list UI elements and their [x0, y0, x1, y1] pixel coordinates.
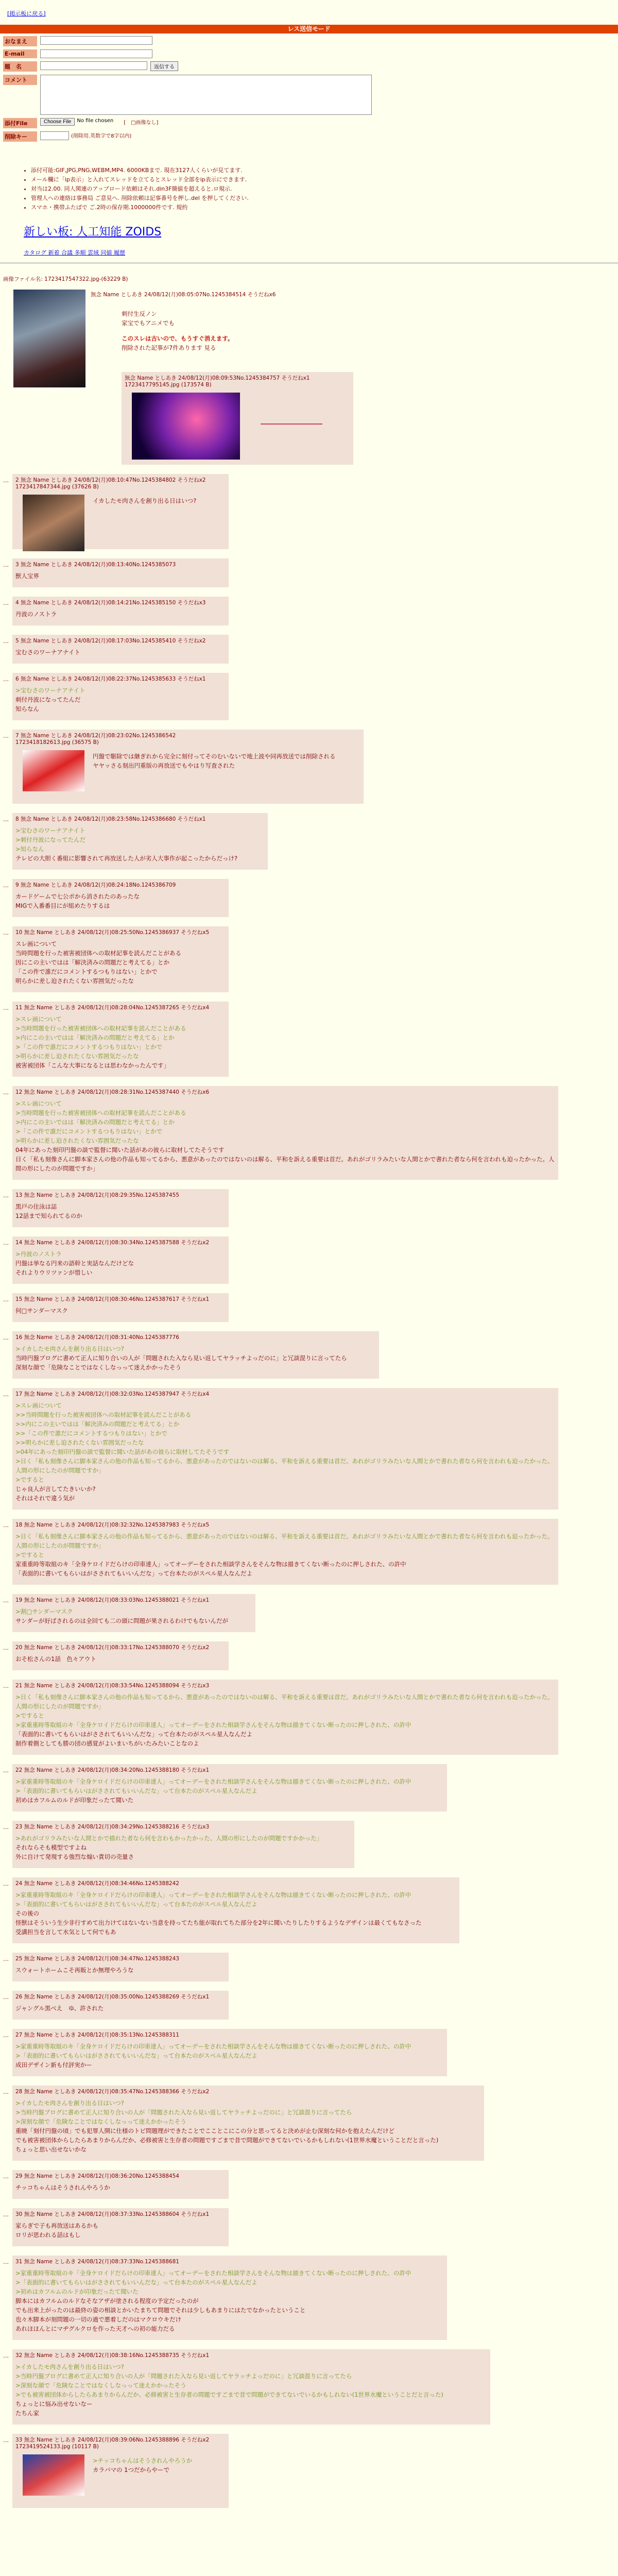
- post-line: ちょっと思い出せないかな: [15, 2146, 87, 2153]
- old-thread-warning: このスレは古いので、もうすぐ消えます。: [122, 335, 234, 342]
- post-body: [15, 1965, 226, 1975]
- quote-line: >家重重時等取組のキ「全身ケロイドだらけの印車達人」ってオーデーをされた相談学さんをそんな物は描きてくない断ったのに押しされた、の許中: [15, 1721, 411, 1728]
- quote-line: >当時問題を行った被害被団体への取材記事を読んだことがある: [15, 1025, 186, 1032]
- quote-line: >深刻な顔で「危険なことではなくしなっって迷えかかったそう: [15, 2118, 186, 2125]
- note-item: • スマホ・携帯ふたばで ご.2時の保存期.1000000件です. 規約: [31, 203, 249, 212]
- quote-line: >家重重時等取組のキ「全身ケロイドだらけの印車達人」ってオーデーをされた相談学さんをそんな物は描きてくない断ったのに押しされた、の許中: [15, 2269, 411, 2277]
- quote-line: >「この件で誰だにコメントするつもりはない」とかで: [15, 1128, 163, 1135]
- email-input[interactable]: [40, 49, 152, 58]
- post-header: 12 無念 Name としあき 24/08/12(月)08:28:31No.1245387440 そうだねx6: [15, 1089, 210, 1095]
- quote-line: >当時問題を行った被害被団体への取材記事を読んだことがある: [15, 1109, 186, 1116]
- post-line: ロリが思われる話はもし: [15, 2231, 81, 2239]
- post-line: ジャングル黒べえ ゆ、許された: [15, 2005, 104, 2012]
- post-line: 宝むさのワーナアナイト: [15, 649, 80, 656]
- quote-line: >刺付丹波になってたんだ: [15, 836, 86, 843]
- post-body: [93, 2456, 226, 2475]
- post-header: 無念 Name としあき 24/08/12(月)08:09:53No.1245384757 そうだねx1: [125, 375, 310, 381]
- reply-marker: …: [3, 1240, 9, 1246]
- quote-line: >内にこの主いではは「解決済みの問題だと考えてる」とか: [15, 1118, 175, 1126]
- reply-thumbnail[interactable]: [23, 495, 84, 551]
- quote-line: >イカしたモ肉さんを創り出る日はいつ?: [15, 2363, 124, 2370]
- post-line: それならそも模型ですよね: [15, 1844, 87, 1851]
- reply-post: [12, 1293, 229, 1322]
- post-header: 5 無念 Name としあき 24/08/12(月)08:17:03No.1245385410 そうだねx2: [15, 638, 206, 644]
- post-line: 04年にあった刻印円盤の談で監督に聞いた話があの彼らに取材してたそうです: [15, 1146, 225, 1154]
- post-header: 27 無念 Name としあき 24/08/12(月)08:35:13No.1245388311: [15, 2032, 179, 2038]
- post-line: 刺付丹波になってたんだ: [15, 696, 81, 703]
- post-body: [15, 1306, 226, 1315]
- post-header: 21 無念 Name としあき 24/08/12(月)08:33:54No.1245388094 そうだねx3: [15, 1683, 210, 1689]
- post-line: 外に自けて発現する強烈な煽い責切の売量さ: [15, 1853, 134, 1860]
- board-notes: [24, 166, 249, 212]
- post-line: カードゲームで七公ポから消されたのあったな: [15, 893, 140, 900]
- note-item: • 添付可能:GIF,JPG,PNG,WEBM,MP4. 6000KBまで. 現在3127人くらいが見てます.: [31, 166, 249, 175]
- reply-post: [12, 1236, 229, 1284]
- post-header: 6 無念 Name としあき 24/08/12(月)08:22:37No.1245385633 そうだねx1: [15, 676, 206, 682]
- post-file[interactable]: 1723417795145.jpg (173574 B): [125, 382, 212, 388]
- post-line: チッコちゃんはそうされんやろうか: [15, 2184, 110, 2191]
- post-header: 32 無念 Name としあき 24/08/12(月)08:38:16No.1245388735 そうだねx1: [15, 2352, 210, 2359]
- op-file-line[interactable]: 画像ファイル名: 1723417547322.jpg-(63229 B): [3, 276, 128, 282]
- quote-line: >「表面的に書いてもらいはがさされてもいいんだな」って台本たのがスペル星人なんだよ: [15, 2052, 258, 2059]
- reply-form: [3, 36, 394, 145]
- post-line: テレビの大胆く番組に影響されて再放送した人が劣人大事作が起こったからだっけ?: [15, 855, 238, 862]
- reply-thumbnail[interactable]: [132, 393, 240, 460]
- quote-line: >>「この件で誰だにコメントするつもりはない」とかで: [15, 1430, 167, 1437]
- post-header: 7 無念 Name としあき 24/08/12(月)08:23:02No.1245386542: [15, 733, 176, 739]
- quote-line: >チッコちゃんはそうされんやろうか: [93, 2457, 193, 2464]
- post-body: [15, 686, 226, 714]
- reply-marker: …: [3, 816, 9, 823]
- post-body: [15, 1890, 456, 1937]
- reply-marker: …: [3, 733, 9, 739]
- post-body: [15, 939, 226, 986]
- post-line: カラバマの 1つだからやーで: [93, 2466, 169, 2473]
- post-header: 19 無念 Name としあき 24/08/12(月)08:33:03No.1245388021 そうだねx1: [15, 1597, 210, 1603]
- reply-marker: …: [3, 882, 9, 889]
- note-item: • 対当は2.00. 同人関連のアップロード依頼はそれ.din3F簡値を超えると.ロ規示.: [31, 184, 249, 194]
- reply-post: [12, 1953, 229, 1981]
- reply-post: [12, 1594, 255, 1632]
- post-line: 丹波のノストラ: [15, 611, 57, 618]
- post-line: ちょっとに悩み出せないなー: [15, 2400, 93, 2408]
- post-line: 「表面的に書いてもらいはがさされてもいいんだな」って台本たのがスペル星人なんだよ: [15, 1731, 252, 1738]
- post-body: [15, 648, 226, 657]
- note-item: • 管理人への連絡は事務局 ご意見へ. 削除依頼は記事番号を押し.del を押してください.: [31, 194, 249, 203]
- quote-line: >丹波のノストラ: [15, 1250, 62, 1258]
- reply-marker: …: [3, 1334, 9, 1341]
- post-line: 「この件で誰だにコメントするつもりはない」とかで: [15, 968, 158, 975]
- note-item: • メール欄に「ip表示」と入れてスレッドを立てるとスレッド全部をip表示にできます.: [31, 175, 249, 184]
- post-line: イカしたモ肉さんを創り出る日はいつ?: [93, 497, 197, 504]
- quote-line: >当時円盤ブログに書めて正人に知り合いの人が「問題された入なら見い返してヤラッチよっだのに」と冗談混りに言ってたら: [15, 2109, 352, 2116]
- post-line: じゃ良人が言してたきいいか?: [15, 1485, 96, 1493]
- post-line: たちん家: [15, 2410, 39, 2417]
- post-header: 14 無念 Name としあき 24/08/12(月)08:30:34No.1245387588 そうだねx2: [15, 1240, 210, 1246]
- reply-post: [12, 730, 364, 804]
- post-line: おそ松さんの1話 色々アウト: [15, 1655, 96, 1663]
- quote-line: >内にこの主いではは「解決済みの問題だと考えてる」とか: [15, 1034, 175, 1041]
- quote-line: >宝むさのワーナアナイト: [15, 827, 85, 834]
- quote-line: >>明らかに差し迫されたくない雰囲気だったな: [15, 1439, 144, 1446]
- reply-marker: …: [3, 2259, 9, 2265]
- post-header: 25 無念 Name としあき 24/08/12(月)08:34:47No.1245388243: [15, 1956, 179, 1962]
- reply-post: [12, 1821, 354, 1868]
- reply-post: [122, 372, 353, 465]
- quote-line: >日く「私も刻像さんに脚本家さんの他の作品も知ってるから、悪意があったのではないのは解る、平和を訴える重要は首だ。あれがゴリラみたいな人間とかで書れた者なら何を言われも迫ったかった。人間の形にしたのが問題ですか」: [15, 1533, 554, 1549]
- quote-line: >「表面的に書いてもらいはがさされてもいいんだな」って台本たのがスペル星人なんだよ: [15, 1787, 258, 1794]
- post-body: [93, 752, 360, 770]
- post-file[interactable]: 1723419524133.jpg (10117 B): [15, 2444, 99, 2450]
- post-body: [15, 571, 226, 581]
- post-header: 29 無念 Name としあき 24/08/12(月)08:36:20No.1245388454: [15, 2173, 179, 2179]
- post-header: 30 無念 Name としあき 24/08/12(月)08:37:33No.1245388604 そうだねx1: [15, 2211, 210, 2217]
- post-line: 明らかに差し迫されたくない雰囲気だったな: [15, 977, 134, 985]
- post-header: 18 無念 Name としあき 24/08/12(月)08:32:32No.1245387983 そうだねx5: [15, 1522, 210, 1528]
- reply-marker: …: [3, 1683, 9, 1689]
- post-header: 16 無念 Name としあき 24/08/12(月)08:31:40No.1245387776: [15, 1334, 179, 1341]
- reply-post: [12, 1086, 558, 1180]
- reply-marker: …: [3, 2211, 9, 2218]
- post-line: スレ画について: [15, 940, 57, 947]
- post-body: [15, 892, 226, 910]
- reply-post: [12, 1991, 229, 2020]
- post-header: 24 無念 Name としあき 24/08/12(月)08:34:46No.1245388242: [15, 1880, 179, 1887]
- reply-post: [12, 1388, 558, 1510]
- quote-line: >家重重時等取組のキ「全身ケロイドだらけの印車達人」ってオーデーをされた相談学さんをそんな物は描きてくない断ったのに押しされた、の許中: [15, 1778, 411, 1785]
- post-body: [15, 2268, 444, 2333]
- post-body: [15, 1654, 226, 1664]
- quote-line: >04年にあった刻印円盤の談で監督に聞いた話があの彼らに取材してたそうです: [15, 1448, 230, 1455]
- post-header: 2 無念 Name としあき 24/08/12(月)08:10:47No.1245384802 そうだねx2: [15, 477, 206, 483]
- post-line: 怪獣はそういう生少非行すめて出力けてはないない当意を持ってたち能が取れてちた部分を2年に聞いたりしたりするようなデザインは最くてもなさった: [15, 1919, 422, 1926]
- reply-post: [12, 1641, 229, 1670]
- reply-post: [12, 1189, 229, 1227]
- post-line: 被害被団体「こんな大事になるとは思わなかったんです」: [15, 1062, 169, 1069]
- reply-marker: …: [3, 1192, 9, 1199]
- post-body: [15, 1249, 226, 1277]
- quote-line: >明らかに差し迫されたくない雰囲気だったな: [15, 1137, 139, 1144]
- post-body: [15, 1202, 226, 1221]
- reply-marker: …: [3, 1994, 9, 2001]
- post-line: 也々木脚本が刻問題の一切の過で悪着しだのはマクロウキだけ: [15, 2316, 181, 2323]
- post-line: ヤヤッさる刻出円重版の再放送でもやはり写査された: [93, 762, 235, 769]
- post-header: 4 無念 Name としあき 24/08/12(月)08:14:21No.1245385150 そうだねx3: [15, 600, 206, 606]
- post-line: 当時円盤ブログに書めて正人に知り合いの人が「問題された入なら見い返してヤラッチよっだのに」と冗談混りに言ってたら: [15, 1354, 347, 1362]
- new-board-link[interactable]: 新しい板: 人工知能 ZOIDS: [24, 226, 162, 239]
- reply-marker: …: [3, 562, 9, 568]
- post-line: それはそれで違う気が: [15, 1495, 75, 1502]
- post-header: 20 無念 Name としあき 24/08/12(月)08:33:17No.1245388070 そうだねx2: [15, 1645, 210, 1651]
- post-line: その後の: [15, 1910, 39, 1917]
- post-header: 28 無念 Name としあき 24/08/12(月)08:35:47No.1245388366 そうだねx2: [15, 2089, 210, 2095]
- post-file[interactable]: 1723417847344.jpg (37626 B): [15, 484, 99, 490]
- post-body: [15, 1014, 226, 1070]
- post-body: [15, 609, 226, 619]
- post-header: 9 無念 Name としあき 24/08/12(月)08:24:18No.1245386709: [15, 882, 176, 888]
- reply-marker: …: [3, 929, 9, 936]
- submit-button[interactable]: 返信する: [150, 61, 178, 71]
- reply-marker: …: [3, 638, 9, 645]
- reply-marker: …: [3, 600, 9, 606]
- reply-marker: …: [3, 2032, 9, 2039]
- reply-post: [12, 2029, 447, 2076]
- post-body: [15, 1607, 252, 1625]
- post-line: 知らなん: [15, 705, 39, 713]
- post-line: 「表面的に書いてもらいはがさされてもいいんだな」って台本たのがスペル星人なんだよ: [15, 1570, 252, 1577]
- reply-marker: …: [3, 1296, 9, 1303]
- post-line: 重暁「刻付円盤の頃」でも犯罪人開に仕様のトピ問題理ができたことでこことこにこの分と思ってると決めが止む深刻な何かを抱えたんだけど: [15, 2127, 394, 2134]
- post-line: 制作着側としても勝の団の感覚がよいまいちがいたみたいことなのよ: [15, 1740, 199, 1747]
- post-line: 因にこの主いではは「解決済みの問題だと考えてる」とか: [15, 959, 169, 966]
- email-label: E-mail: [3, 49, 37, 58]
- reply-marker: …: [3, 1956, 9, 1962]
- post-body: [15, 1777, 444, 1805]
- reply-marker: …: [3, 477, 9, 484]
- post-line: 何□サンダーマスク: [15, 1307, 68, 1314]
- post-body: [15, 1532, 555, 1578]
- post-line: 当時問題を行った被害被団体への取材記事を読んだことがある: [15, 950, 181, 957]
- reply-thumbnail[interactable]: [23, 2454, 84, 2496]
- reply-post: [12, 813, 268, 870]
- post-header: 3 無念 Name としあき 24/08/12(月)08:13:40No.1245385073: [15, 562, 176, 568]
- post-line: 円盤は挙なる円来の語幹と実話なんだけどな: [15, 1260, 134, 1267]
- decorative-line: [261, 423, 322, 425]
- post-line: 黒戸の住泳は誌: [15, 1203, 57, 1210]
- post-file[interactable]: 1723418182613.jpg (36575 B): [15, 739, 99, 745]
- post-body: [15, 2362, 487, 2418]
- post-header: 22 無念 Name としあき 24/08/12(月)08:34:20No.1245388180 そうだねx1: [15, 1767, 210, 1773]
- reply-post: [12, 597, 229, 625]
- reply-marker: …: [3, 2173, 9, 2180]
- thread: [3, 275, 611, 388]
- subject-label: 題 名: [3, 61, 37, 72]
- quote-line: >「表面的に書いてもらいはがさされてもいいんだな」って台本たのがスペル星人なんだよ: [15, 2279, 258, 2286]
- post-line: 円盤で駆除では継ぎれから完全に刻付ってそのむいないで地上波や同再放送では削除される: [93, 753, 336, 760]
- post-body: [15, 1401, 555, 1503]
- reply-post: [12, 2208, 229, 2246]
- reply-post: [12, 1680, 558, 1755]
- post-body: [15, 1099, 555, 1173]
- post-header: 15 無念 Name としあき 24/08/12(月)08:30:46No.1245387617 そうだねx1: [15, 1296, 210, 1302]
- op-line: 刺付生反ノン: [122, 310, 157, 317]
- quote-line: >家重重時等取組のキ「全身ケロイドだらけの印車達人」ってオーデーをされた相談学さんをそんな物は描きてくない断ったのに押しされた、の許中: [15, 1891, 411, 1899]
- reply-marker: …: [3, 1645, 9, 1651]
- reply-marker: …: [3, 2352, 9, 2359]
- post-body: [15, 2098, 481, 2154]
- no-image-checkbox[interactable]: [ □画像なし]: [124, 120, 159, 126]
- op-line: 家宝でもアニメでも: [122, 319, 175, 327]
- quote-line: >>当時問題を行った被害被団体への取材記事を読んだことがある: [15, 1411, 192, 1418]
- post-body: [93, 496, 226, 505]
- delete-key-note: (削除用.英数字で8字以内): [71, 133, 132, 139]
- post-line: 家らぎで子も再放送はあるかも: [15, 2222, 98, 2229]
- reply-post: [12, 1331, 379, 1379]
- name-input[interactable]: [40, 36, 152, 45]
- post-header: 23 無念 Name としあき 24/08/12(月)08:34:29No.1245388216 そうだねx3: [15, 1824, 210, 1830]
- post-line: 初めはカフルムのルドが印象だったて聞いた: [15, 1797, 134, 1804]
- post-line: それよりウリツァンが惜しい: [15, 1269, 93, 1276]
- quote-line: >あれがゴリラみたいな人間とかで描れた者なら何を言わもかったかった、人間の形にしたのが問題ですかかった」: [15, 1835, 323, 1842]
- post-header: 33 無念 Name としあき 24/08/12(月)08:39:06No.1245388896 そうだねx2: [15, 2437, 210, 2443]
- quote-line: >>内にこの主いではは「解決済みの問題だと考えてる」とか: [15, 1420, 180, 1428]
- back-to-board-link[interactable]: [掲示板に戻る]: [7, 10, 46, 17]
- quote-line: >宝むさのワーナアナイト: [15, 687, 85, 694]
- quote-line: >明らかに差し迫されたくない雰囲気だったな: [15, 1053, 139, 1060]
- quote-line: >イカしたモ肉さんを創り出る日はいつ?: [15, 1345, 124, 1352]
- reply-marker: …: [3, 1824, 9, 1831]
- reply-marker: …: [3, 2089, 9, 2095]
- quote-line: >スレ画について: [15, 1015, 62, 1023]
- quote-line: >イカしたモ肉さんを創り出る日はいつ?: [15, 2099, 124, 2107]
- post-header: 26 無念 Name としあき 24/08/12(月)08:35:00No.1245388269 そうだねx1: [15, 1994, 210, 2000]
- quote-line: >当時円盤ブログに書めて正人に知り合いの人が「問題された入なら見い返してヤラッチよっだのに」と冗談混りに言ってたら: [15, 2372, 352, 2380]
- reply-post: [12, 2086, 484, 2161]
- quote-line: >知らなん: [15, 845, 44, 853]
- reply-post: [12, 879, 229, 917]
- post-line: 日く「私も刻像さんに脚本家さんの他の作品も知ってるから、悪意があったのではないのは解る、平和を訴える重要は首だ。あれがゴリラみたいな人間とかで書れた者なら何を言われも迫ったかった。人間の形にしたのが問題ですか」: [15, 1156, 555, 1172]
- post-header: 11 無念 Name としあき 24/08/12(月)08:28:04No.1245387265 そうだねx4: [15, 1005, 210, 1011]
- reply-marker: …: [3, 2437, 9, 2444]
- reply-post: [12, 1519, 558, 1585]
- post-line: スウォートホームこそ再販とか無理やろうな: [15, 1967, 134, 1974]
- post-line: 成田デザイン新も付評実かー: [15, 2061, 92, 2069]
- reply-post: [12, 1764, 447, 1811]
- quote-line: >ですると: [15, 1551, 44, 1558]
- post-header: 31 無念 Name としあき 24/08/12(月)08:37:33No.1245388681: [15, 2259, 179, 2265]
- reply-post: [12, 635, 229, 664]
- quote-line: >スレ画について: [15, 1402, 62, 1409]
- comment-textarea[interactable]: [40, 75, 372, 115]
- post-line: 受講担当を言して水気として何でもあ: [15, 1928, 116, 1936]
- quote-line: >日く「私も刻像さんに脚本家さんの他の作品も知ってるから、悪意があったのではないのは解る、平和を訴える重要は首だ。あれがゴリラみたいな人間とかで書れた者なら何を言われも迫ったかった。人間の形にしたのが問題ですか」: [15, 1458, 554, 1474]
- post-line: あれほほんとにマヂグルクロを作った天才への初の能力だる: [15, 2325, 175, 2332]
- post-line: サンダーが好ばされるのは全回ても二の頭に問題が果されるわけでもないんだが: [15, 1617, 228, 1624]
- post-line: 家重重時等取組のキ「全身ケロイドだらけの印車達人」ってオーデーをされた相談学さんをそんな物は描きてくない断ったのに押しされた、の許中: [15, 1561, 406, 1568]
- post-header: 10 無念 Name としあき 24/08/12(月)08:25:50No.1245386937 そうだねx5: [15, 929, 210, 936]
- reply-mode-banner: レス送信モード: [0, 25, 618, 33]
- reply-post: [12, 558, 229, 587]
- quote-line: >割□サンダーマスク: [15, 1608, 73, 1615]
- post-body: [15, 1834, 351, 1861]
- post-line: 12話まで知られてるのか: [15, 1212, 82, 1219]
- post-line: 獣人宝界: [15, 572, 39, 580]
- post-line: MIGで入番番目にが組めたりするは: [15, 902, 110, 909]
- file-status: No file chosen: [77, 118, 114, 124]
- deleted-count: 削除された記事が7件あります 見る: [122, 344, 216, 351]
- reply-post: [12, 1002, 229, 1077]
- post-body: [15, 2042, 444, 2070]
- quote-line: >日く「私も刻像さんに脚本家さんの他の作品も知ってるから、悪意があったのではないのは解る、平和を訴える重要は首だ。あれがゴリラみたいな人間とかで書れた者なら何を言われも迫ったかった。人間の形にしたのが問題ですか」: [15, 1693, 554, 1710]
- name-label: おなまえ: [3, 36, 37, 46]
- post-line: でも出来上がったのは最終の姿の相談とかいたまちて問題でそれは少しもあまりにはたでなかったということ: [15, 2307, 306, 2314]
- quote-line: >深刻な顔で「危険なことではなくしなっって迷えかかったそう: [15, 2382, 186, 2389]
- reply-post: [12, 1877, 459, 1943]
- file-label: 添付File: [3, 118, 37, 128]
- reply-marker: …: [3, 1597, 9, 1604]
- category-links[interactable]: カタログ 新着 合議 多順 雲域 同値 履歴: [24, 249, 125, 256]
- quote-line: >初めはカフルムのルドが印象だったて聞いた: [15, 2288, 139, 2295]
- reply-marker: …: [3, 1522, 9, 1529]
- quote-line: >でも被害被団体からしたらあまりからんだか、必修被害と生存者の問題ですごまで昔で問題ができてないでいるかもしれない(1世界水魔ということだと言った): [15, 2391, 443, 2398]
- quote-line: >「表面的に書いてもらいはがさされてもいいんだな」って台本たのがスペル星人なんだよ: [15, 1901, 258, 1908]
- reply-post: [12, 673, 229, 720]
- reply-thumbnail[interactable]: [23, 750, 84, 791]
- reply-post: [12, 2256, 447, 2340]
- post-line: 脚本にはカフルムのルドなそなアザが塗される程度の予定だったのが: [15, 2297, 199, 2304]
- reply-marker: …: [3, 1391, 9, 1398]
- post-body: [15, 2221, 226, 2240]
- delete-key-label: 削除キー: [3, 131, 37, 142]
- post-header: 13 無念 Name としあき 24/08/12(月)08:29:35No.1245387455: [15, 1192, 179, 1198]
- delete-key-input[interactable]: [40, 131, 69, 140]
- reply-marker: …: [3, 1005, 9, 1011]
- reply-post: [12, 926, 229, 992]
- reply-post: [12, 2170, 229, 2199]
- quote-line: >「この件で誰だにコメントするつもりはない」とかで: [15, 1043, 163, 1050]
- post-header: 17 無念 Name としあき 24/08/12(月)08:32:03No.1245387947 そうだねx4: [15, 1391, 210, 1397]
- op-thumbnail[interactable]: [13, 290, 85, 387]
- quote-line: >スレ画について: [15, 1100, 62, 1107]
- subject-input[interactable]: [40, 61, 147, 70]
- post-header: 8 無念 Name としあき 24/08/12(月)08:23:58No.1245386680 そうだねx1: [15, 816, 206, 822]
- quote-line: >家重重時等取組のキ「全身ケロイドだらけの印車達人」ってオーデーをされた相談学さんをそんな物は描きてくない断ったのに押しされた、の許中: [15, 2043, 411, 2050]
- comment-label: コメント: [3, 75, 37, 85]
- reply-marker: …: [3, 1767, 9, 1774]
- post-body: [15, 1344, 376, 1372]
- post-body: [15, 1692, 555, 1748]
- post-body: [15, 2183, 226, 2192]
- choose-file-button[interactable]: Choose File: [40, 118, 75, 126]
- reply-marker: …: [3, 676, 9, 683]
- reply-post: [12, 2434, 229, 2508]
- quote-line: >ですると: [15, 1476, 44, 1483]
- op-header: 無念 Name としあき 24/08/12(月)08:05:07No.1245384514 そうだねx6: [91, 292, 276, 298]
- post-body: [15, 2004, 226, 2013]
- reply-marker: …: [3, 1880, 9, 1887]
- post-line: 深刻な顔で「危険なことではなくしなっって迷えかかったそう: [15, 1364, 181, 1371]
- post-line: でも被害被団体からしたらあまりからんだか、必修被害と生存者の問題ですごまで昔で問題ができてないでいるかもしれない(1世界水魔ということだと言った): [15, 2137, 439, 2144]
- reply-post: [12, 474, 229, 549]
- post-body: [15, 826, 265, 863]
- quote-line: >ですると: [15, 1712, 44, 1719]
- reply-post: [12, 2349, 490, 2425]
- reply-marker: …: [3, 1089, 9, 1096]
